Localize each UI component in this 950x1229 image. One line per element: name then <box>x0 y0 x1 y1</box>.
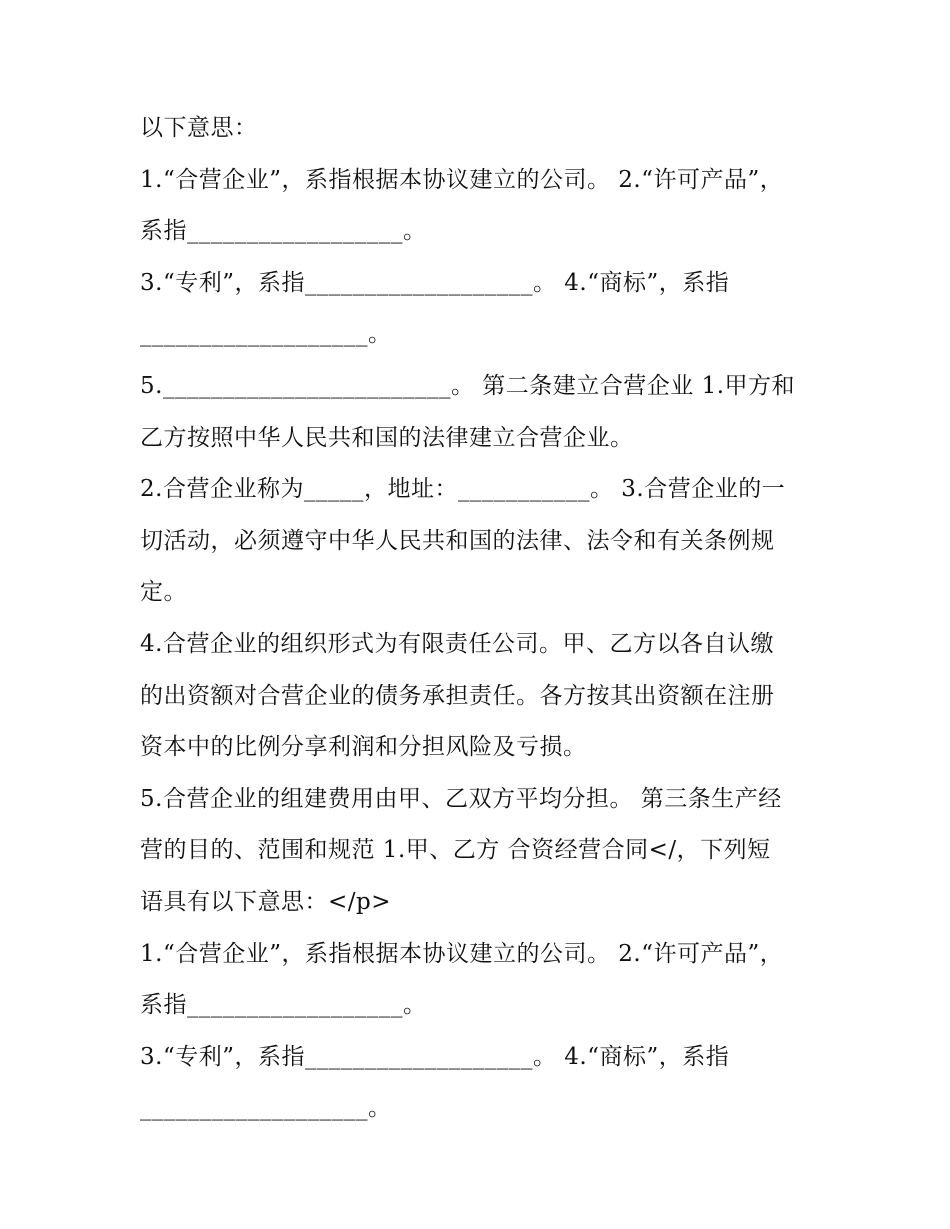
text-line: 定。 <box>140 579 187 606</box>
text-line: 的出资额对合营企业的债务承担责任。各方按其出资额在注册 <box>140 682 775 709</box>
text-line: 4.合营企业的组织形式为有限责任公司。甲、乙方以各自认缴 <box>140 630 774 657</box>
text-line: 系指__________________。 <box>140 218 427 245</box>
text-line: 语具有以下意思：</p> <box>140 888 392 915</box>
text-line: 以下意思： <box>140 115 258 141</box>
text-line: 3.“专利”，系指___________________。 4.“商标”，系指 <box>140 269 730 296</box>
text-line: 3.“专利”，系指___________________。 4.“商标”，系指 <box>140 1043 730 1070</box>
document-body <box>140 103 812 1135</box>
text-line: 资本中的比例分享利润和分担风险及亏损。 <box>140 734 587 761</box>
text-line: 切活动，必须遵守中华人民共和国的法律、法令和有关条例规 <box>140 527 775 554</box>
text-line: 1.“合营企业”，系指根据本协议建立的公司。 2.“许可产品”， <box>140 940 784 967</box>
text-line: ___________________。 <box>140 1095 392 1122</box>
text-line: ___________________。 <box>140 321 392 348</box>
text-line: 乙方按照中华人民共和国的法律建立合营企业。 <box>140 424 634 451</box>
text-line: 1.“合营企业”，系指根据本协议建立的公司。 2.“许可产品”， <box>140 166 784 193</box>
text-line: 5.________________________。 第二条建立合营企业 1.甲方和 <box>140 372 796 399</box>
text-line: 营的目的、范围和规范 1.甲、乙方 合资经营合同</，下列短 <box>140 837 771 864</box>
text-line: 系指__________________。 <box>140 992 427 1019</box>
text-line: 5.合营企业的组建费用由甲、乙双方平均分担。 第三条生产经 <box>140 785 782 812</box>
text-line: 2.合营企业称为_____，地址：___________。 3.合营企业的一 <box>140 476 786 503</box>
